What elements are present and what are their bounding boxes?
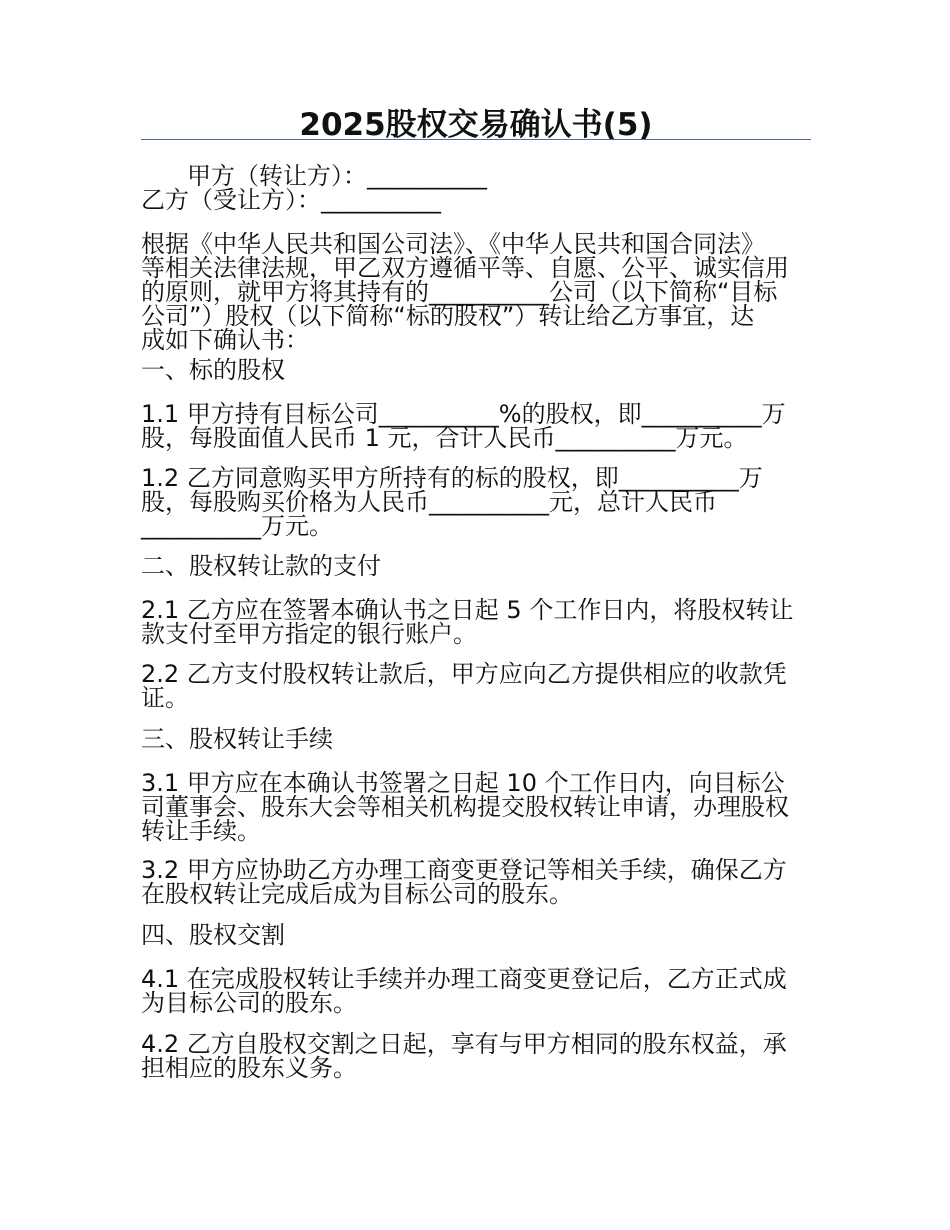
section-heading: 二、股权转让款的支付 — [141, 552, 381, 580]
clause-line: 证。 — [141, 684, 189, 712]
intro-line: 的原则，就甲方将其持有的__________公司（以下简称“目标 — [141, 278, 778, 306]
clause-line: 1.2 乙方同意购买甲方所持有的标的股权，即__________万 — [141, 464, 763, 492]
clause-3-1 — [141, 771, 811, 843]
clause-line: 为目标公司的股东。 — [141, 989, 357, 1017]
clause-line: 款支付至甲方指定的银行账户。 — [141, 620, 477, 648]
clause-4-1 — [141, 967, 811, 1015]
title-divider — [141, 139, 811, 140]
intro-line: 根据《中华人民共和国公司法》、《中华人民共和国合同法》 — [141, 230, 765, 258]
clause-line: 股，每股购买价格为人民币__________元，总计人民币 — [141, 488, 717, 516]
clause-line: 担相应的股东义务。 — [141, 1054, 357, 1082]
party-b-line: 乙方（受让方）：__________ — [141, 186, 441, 214]
clause-4-2 — [141, 1032, 811, 1080]
clause-line: __________万元。 — [141, 512, 333, 540]
section-heading: 三、股权转让手续 — [141, 725, 333, 753]
clause-1-1 — [141, 402, 811, 450]
clause-line: 股，每股面值人民币 1 元，合计人民币__________万元。 — [141, 424, 748, 452]
clause-line: 司董事会、股东大会等相关机构提交股权转让申请，办理股权 — [141, 793, 789, 821]
clause-line: 3.1 甲方应在本确认书签署之日起 10 个工作日内，向目标公 — [141, 769, 785, 797]
clause-line: 2.2 乙方支付股权转让款后，甲方应向乙方提供相应的收款凭 — [141, 660, 787, 688]
clause-1-2 — [141, 466, 811, 538]
clause-2-1 — [141, 598, 811, 646]
document-title: 2025股权交易确认书(5) — [299, 107, 653, 143]
party-a-line: 甲方（转让方）：__________ — [187, 162, 487, 190]
clause-line: 转让手续。 — [141, 817, 261, 845]
clause-line: 4.1 在完成股权转让手续并办理工商变更登记后，乙方正式成 — [141, 965, 787, 993]
intro-line: 成如下确认书： — [141, 326, 309, 354]
clause-2-2 — [141, 662, 811, 710]
clause-line: 2.1 乙方应在签署本确认书之日起 5 个工作日内，将股权转让 — [141, 596, 794, 624]
clause-line: 1.1 甲方持有目标公司__________%的股权，即__________万 — [141, 400, 786, 428]
intro-line: 等相关法律法规，甲乙双方遵循平等、自愿、公平、诚实信用 — [141, 254, 789, 282]
intro-line: 公司”）股权（以下简称“标的股权”）转让给乙方事宜，达 — [141, 302, 755, 330]
clause-line: 4.2 乙方自股权交割之日起，享有与甲方相同的股东权益，承 — [141, 1030, 787, 1058]
section-heading: 四、股权交割 — [141, 921, 285, 949]
clause-3-2 — [141, 858, 811, 906]
intro-paragraph — [141, 232, 811, 352]
clause-line: 在股权转让完成后成为目标公司的股东。 — [141, 880, 573, 908]
clause-line: 3.2 甲方应协助乙方办理工商变更登记等相关手续，确保乙方 — [141, 856, 787, 884]
section-heading: 一、标的股权 — [141, 356, 285, 384]
